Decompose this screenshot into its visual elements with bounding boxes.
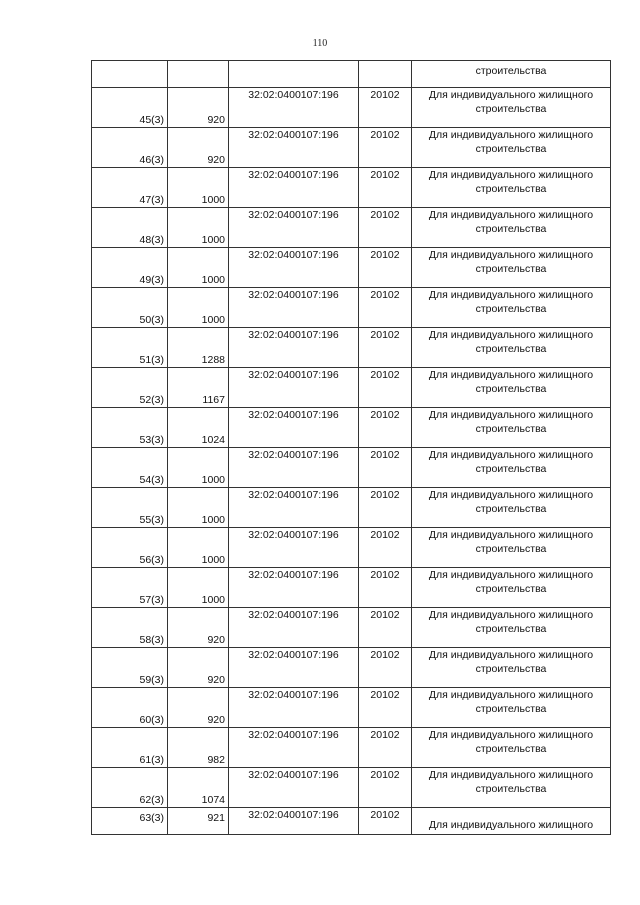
cell-number: 47(3) xyxy=(92,168,168,208)
cell-code: 20102 xyxy=(359,328,412,368)
cell-area: 920 xyxy=(168,688,229,728)
cell-cadastral: 32:02:0400107:196 xyxy=(229,328,359,368)
table-row xyxy=(92,328,611,368)
purpose-line-1: Для индивидуального жилищного xyxy=(428,609,594,621)
table-row-last xyxy=(92,808,611,835)
cell-purpose xyxy=(412,648,611,688)
purpose-line-1: Для индивидуального жилищного xyxy=(428,409,594,421)
cell-cadastral: 32:02:0400107:196 xyxy=(229,728,359,768)
table-row xyxy=(92,608,611,648)
purpose-line-1: Для индивидуального жилищного xyxy=(428,569,594,581)
cell-cadastral: 32:02:0400107:196 xyxy=(229,768,359,808)
cell-code: 20102 xyxy=(359,128,412,168)
cell-code: 20102 xyxy=(359,528,412,568)
purpose-line-2: строительства xyxy=(475,383,547,395)
cell-area: 1167 xyxy=(168,368,229,408)
cell-cadastral: 32:02:0400107:196 xyxy=(229,368,359,408)
cell-cadastral: 32:02:0400107:196 xyxy=(229,208,359,248)
purpose-line-2: строительства xyxy=(475,303,547,315)
purpose-line-2: строительства xyxy=(475,583,547,595)
cell-number: 59(3) xyxy=(92,648,168,688)
cell-cadastral: 32:02:0400107:196 xyxy=(229,808,359,835)
purpose-line-1: Для индивидуального жилищного xyxy=(428,329,594,341)
cell-purpose xyxy=(412,61,611,88)
cell-cadastral: 32:02:0400107:196 xyxy=(229,168,359,208)
purpose-line-2: строительства xyxy=(475,223,547,235)
cell-purpose xyxy=(412,248,611,288)
cell-purpose xyxy=(412,328,611,368)
purpose-line-2: строительства xyxy=(475,703,547,715)
cell-code: 20102 xyxy=(359,248,412,288)
parcels-table xyxy=(91,60,611,835)
cell-number: 62(3) xyxy=(92,768,168,808)
cell-purpose xyxy=(412,728,611,768)
cell-area: 1000 xyxy=(168,528,229,568)
cell-code: 20102 xyxy=(359,448,412,488)
cell-area: 1000 xyxy=(168,448,229,488)
cell-purpose xyxy=(412,88,611,128)
table-row xyxy=(92,768,611,808)
cell-area: 1000 xyxy=(168,208,229,248)
cell-code: 20102 xyxy=(359,768,412,808)
page-number: 110 xyxy=(312,38,328,49)
cell-number: 45(3) xyxy=(92,88,168,128)
cell-purpose xyxy=(412,408,611,448)
table-row xyxy=(92,448,611,488)
cell-number xyxy=(92,61,168,88)
cell-purpose xyxy=(412,168,611,208)
cell-cadastral: 32:02:0400107:196 xyxy=(229,608,359,648)
cell-code xyxy=(359,61,412,88)
cell-code: 20102 xyxy=(359,488,412,528)
purpose-line-1: Для индивидуального жилищного xyxy=(428,449,594,461)
table-row xyxy=(92,648,611,688)
cell-number: 53(3) xyxy=(92,408,168,448)
cell-code: 20102 xyxy=(359,808,412,835)
cell-number: 48(3) xyxy=(92,208,168,248)
cell-purpose xyxy=(412,568,611,608)
cell-cadastral: 32:02:0400107:196 xyxy=(229,648,359,688)
table-row xyxy=(92,168,611,208)
table-row xyxy=(92,248,611,288)
cell-code: 20102 xyxy=(359,568,412,608)
parcels-table-body xyxy=(92,61,611,835)
cell-number: 57(3) xyxy=(92,568,168,608)
cell-area: 920 xyxy=(168,648,229,688)
purpose-line-2: строительства xyxy=(475,623,547,635)
cell-purpose xyxy=(412,368,611,408)
purpose-line-1: Для индивидуального жилищного xyxy=(428,169,594,181)
purpose-line-2: строительства xyxy=(475,423,547,435)
cell-purpose xyxy=(412,688,611,728)
cell-area: 982 xyxy=(168,728,229,768)
purpose-line-2: строительства xyxy=(475,343,547,355)
purpose-line-1: Для индивидуального жилищного xyxy=(428,729,594,741)
table-row xyxy=(92,528,611,568)
purpose-line-1: Для индивидуального жилищного xyxy=(428,529,594,541)
table-row-continued xyxy=(92,61,611,88)
cell-area: 920 xyxy=(168,128,229,168)
table-row xyxy=(92,728,611,768)
cell-area: 1288 xyxy=(168,328,229,368)
cell-code: 20102 xyxy=(359,288,412,328)
cell-number: 52(3) xyxy=(92,368,168,408)
table-row xyxy=(92,88,611,128)
cell-code: 20102 xyxy=(359,168,412,208)
cell-area: 920 xyxy=(168,88,229,128)
purpose-line-1: Для индивидуального жилищного xyxy=(428,129,594,141)
cell-area: 921 xyxy=(168,808,229,835)
cell-cadastral: 32:02:0400107:196 xyxy=(229,288,359,328)
purpose-line-2: строительства xyxy=(475,463,547,475)
purpose-line-1: Для индивидуального жилищного xyxy=(428,689,594,701)
purpose-line-2: строительства xyxy=(475,183,547,195)
cell-cadastral: 32:02:0400107:196 xyxy=(229,408,359,448)
table-row xyxy=(92,408,611,448)
cell-cadastral: 32:02:0400107:196 xyxy=(229,528,359,568)
cell-number: 55(3) xyxy=(92,488,168,528)
table-row xyxy=(92,368,611,408)
purpose-line-1: Для индивидуального жилищного xyxy=(428,89,594,101)
cell-number: 46(3) xyxy=(92,128,168,168)
purpose-line-1: Для индивидуального жилищного xyxy=(428,489,594,501)
purpose-line-1: Для индивидуального жилищного xyxy=(428,649,594,661)
cell-area: 1074 xyxy=(168,768,229,808)
cell-number: 61(3) xyxy=(92,728,168,768)
cell-number: 63(3) xyxy=(92,808,168,835)
purpose-line-2: строительства xyxy=(475,103,547,115)
cell-purpose xyxy=(412,768,611,808)
cell-code: 20102 xyxy=(359,368,412,408)
purpose-line-2: строительства xyxy=(475,743,547,755)
cell-number: 60(3) xyxy=(92,688,168,728)
cell-area: 1000 xyxy=(168,288,229,328)
cell-area: 920 xyxy=(168,608,229,648)
cell-cadastral: 32:02:0400107:196 xyxy=(229,568,359,608)
purpose-line-1: Для индивидуального жилищного xyxy=(428,769,594,781)
cell-cadastral xyxy=(229,61,359,88)
table-row xyxy=(92,688,611,728)
cell-cadastral: 32:02:0400107:196 xyxy=(229,488,359,528)
table-row xyxy=(92,128,611,168)
cell-cadastral: 32:02:0400107:196 xyxy=(229,128,359,168)
purpose-line-1: Для индивидуального жилищного xyxy=(428,209,594,221)
cell-area: 1000 xyxy=(168,168,229,208)
cell-code: 20102 xyxy=(359,408,412,448)
cell-cadastral: 32:02:0400107:196 xyxy=(229,88,359,128)
table-row xyxy=(92,208,611,248)
cell-purpose xyxy=(412,528,611,568)
cell-purpose xyxy=(412,288,611,328)
table-row xyxy=(92,488,611,528)
purpose-line-1: Для индивидуального жилищного xyxy=(428,249,594,261)
cell-purpose xyxy=(412,128,611,168)
cell-purpose xyxy=(412,808,611,835)
cell-cadastral: 32:02:0400107:196 xyxy=(229,688,359,728)
cell-code: 20102 xyxy=(359,208,412,248)
purpose-line-2: строительства xyxy=(475,143,547,155)
cell-area: 1024 xyxy=(168,408,229,448)
cell-area: 1000 xyxy=(168,568,229,608)
cell-code: 20102 xyxy=(359,648,412,688)
cell-cadastral: 32:02:0400107:196 xyxy=(229,448,359,488)
purpose-line-1: Для индивидуального жилищного xyxy=(428,289,594,301)
cell-number: 54(3) xyxy=(92,448,168,488)
cell-number: 56(3) xyxy=(92,528,168,568)
cell-number: 50(3) xyxy=(92,288,168,328)
purpose-line-2: строительства xyxy=(475,503,547,515)
cell-number: 49(3) xyxy=(92,248,168,288)
purpose-line-1: Для индивидуального жилищного xyxy=(428,819,594,831)
cell-code: 20102 xyxy=(359,88,412,128)
cell-area: 1000 xyxy=(168,248,229,288)
cell-area xyxy=(168,61,229,88)
purpose-line-2: строительства xyxy=(475,783,547,795)
cell-number: 58(3) xyxy=(92,608,168,648)
purpose-line-1: Для индивидуального жилищного xyxy=(428,369,594,381)
cell-purpose xyxy=(412,608,611,648)
cell-cadastral: 32:02:0400107:196 xyxy=(229,248,359,288)
cell-code: 20102 xyxy=(359,608,412,648)
purpose-tail: строительства xyxy=(475,65,547,77)
cell-number: 51(3) xyxy=(92,328,168,368)
cell-area: 1000 xyxy=(168,488,229,528)
cell-code: 20102 xyxy=(359,728,412,768)
table-row xyxy=(92,288,611,328)
purpose-line-2: строительства xyxy=(475,663,547,675)
purpose-line-2: строительства xyxy=(475,543,547,555)
purpose-line-2: строительства xyxy=(475,263,547,275)
cell-purpose xyxy=(412,208,611,248)
cell-purpose xyxy=(412,488,611,528)
table-row xyxy=(92,568,611,608)
cell-purpose xyxy=(412,448,611,488)
cell-code: 20102 xyxy=(359,688,412,728)
